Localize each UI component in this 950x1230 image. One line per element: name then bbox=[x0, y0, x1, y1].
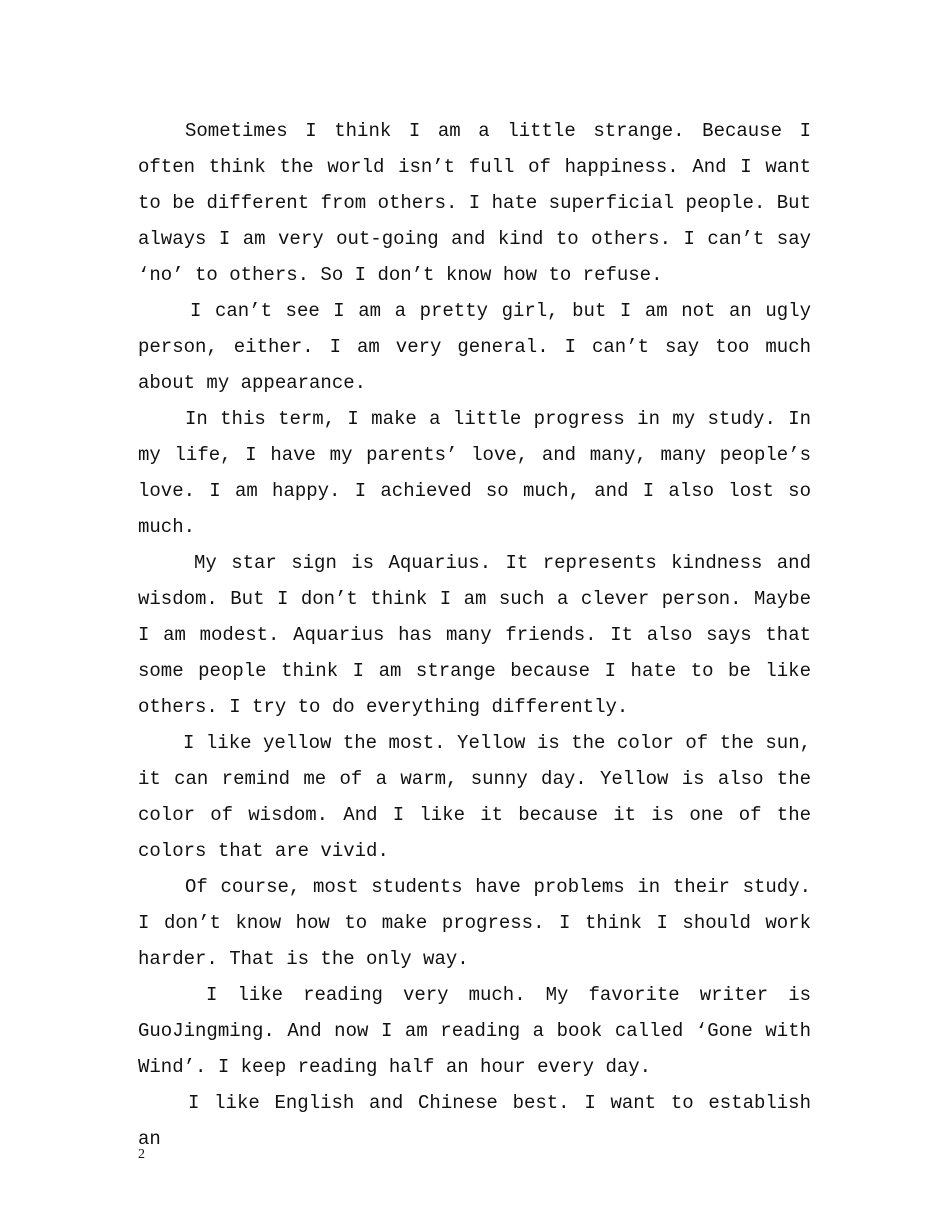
paragraph-progress: In this term, I make a little progress in my study. In my life, I have my parents’ love, and many, many people’s love. I am happy. I achieved so much, and I also lost so much. bbox=[138, 408, 811, 538]
body-text bbox=[138, 113, 811, 1157]
paragraph-subjects: I like English and Chinese best. I want to establish an bbox=[138, 1092, 811, 1150]
page-number: 2 bbox=[138, 1147, 145, 1162]
paragraph-appearance: I can’t see I am a pretty girl, but I am not an ugly person, either. I am very general. I can’t say too much about my appearance. bbox=[138, 300, 811, 394]
paragraph-favorite-color: I like yellow the most. Yellow is the color of the sun, it can remind me of a warm, sunny day. Yellow is also the color of wisdom. And I like it because it is one of the colors that are vivid. bbox=[138, 732, 811, 862]
paragraph-study-problems: Of course, most students have problems in their study. I don’t know how to make progress. I think I should work harder. That is the only way. bbox=[138, 876, 811, 970]
paragraph-reading: I like reading very much. My favorite writer is GuoJingming. And now I am reading a book called ‘Gone with Wind’. I keep reading half an hour every day. bbox=[138, 984, 811, 1078]
paragraph-star-sign: My star sign is Aquarius. It represents kindness and wisdom. But I don’t think I am such a clever person. Maybe I am modest. Aquarius has many friends. It also says that some people think I am strange because I hate to be like others. I try to do everything differently. bbox=[138, 552, 811, 718]
paragraph-personality: Sometimes I think I am a little strange. Because I often think the world isn’t full of happiness. And I want to be different from others. I hate superficial people. But always I am very out-going and kind to others. I can’t say ‘no’ to others. So I don’t know how to refuse. bbox=[138, 120, 811, 286]
